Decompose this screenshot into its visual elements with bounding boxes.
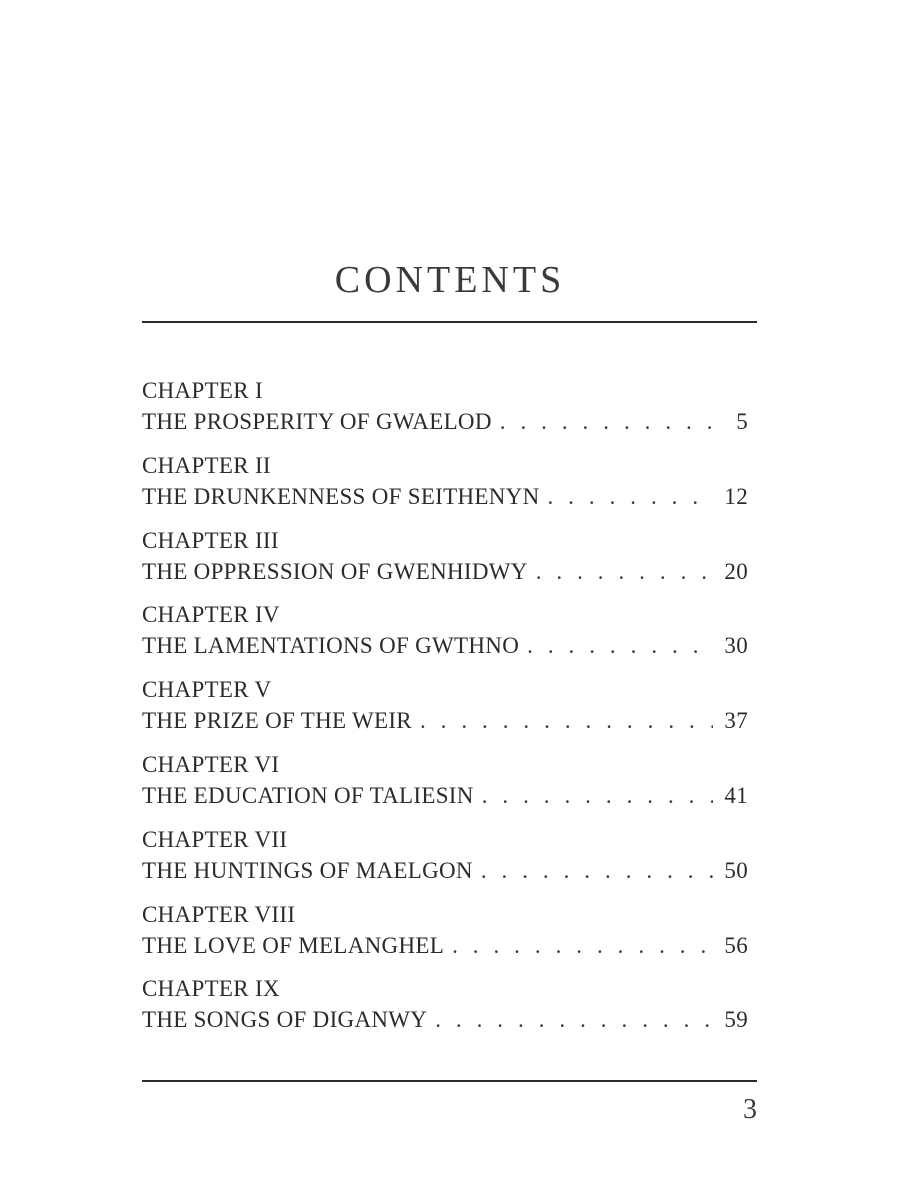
- chapter-label: CHAPTER IX: [142, 976, 280, 1002]
- toc-entry[interactable]: [142, 973, 748, 1048]
- chapter-label: CHAPTER VI: [142, 751, 280, 777]
- chapter-title: THE PRIZE OF THE WEIR: [142, 708, 412, 734]
- toc-title-line: [142, 705, 748, 736]
- table-of-contents: [142, 375, 748, 1048]
- dot-leader: [435, 1004, 713, 1035]
- top-divider: [142, 321, 757, 323]
- toc-title-line: [142, 556, 748, 587]
- chapter-page-number: 20: [724, 558, 748, 584]
- chapter-page-number: 30: [724, 633, 748, 659]
- chapter-title: THE DRUNKENNESS OF SEITHENYN: [142, 483, 540, 509]
- chapter-title: THE EDUCATION OF TALIESIN: [142, 782, 474, 808]
- chapter-label: CHAPTER III: [142, 527, 279, 553]
- chapter-label: CHAPTER VII: [142, 826, 288, 852]
- chapter-label: CHAPTER IV: [142, 602, 280, 628]
- chapter-title: THE LOVE OF MELANGHEL: [142, 932, 445, 958]
- chapter-title: THE OPPRESSION OF GWENHIDWY: [142, 558, 528, 584]
- dot-leader: [500, 406, 713, 437]
- chapter-page-number: 50: [724, 857, 748, 883]
- toc-title-line: [142, 855, 748, 886]
- chapter-page-number: 5: [736, 409, 748, 434]
- dot-leader: [527, 630, 713, 661]
- chapter-label: CHAPTER V: [142, 677, 272, 703]
- toc-title-line: [142, 630, 748, 661]
- chapter-title: THE LAMENTATIONS OF GWTHNO: [142, 633, 520, 659]
- dot-leader: [547, 481, 713, 512]
- page-title: CONTENTS: [334, 259, 566, 301]
- toc-title-line: [142, 1004, 748, 1035]
- dot-leader: [481, 855, 713, 886]
- toc-title-line: [142, 406, 748, 437]
- toc-entry[interactable]: [142, 899, 748, 974]
- dot-leader: [536, 556, 713, 587]
- chapter-title: THE HUNTINGS OF MAELGON: [142, 857, 473, 883]
- chapter-page-number: 41: [724, 782, 748, 808]
- toc-entry[interactable]: [142, 525, 748, 600]
- toc-title-line: [142, 780, 748, 811]
- chapter-page-number: 37: [724, 708, 748, 734]
- folio-page-number: 3: [743, 1094, 757, 1125]
- toc-title-line: [142, 930, 748, 961]
- chapter-page-number: 59: [724, 1007, 748, 1033]
- bottom-divider: [142, 1080, 757, 1082]
- chapter-page-number: 12: [724, 483, 748, 509]
- dot-leader: [452, 930, 713, 961]
- toc-entry[interactable]: [142, 375, 748, 450]
- chapter-label: CHAPTER VIII: [142, 901, 296, 927]
- toc-entry[interactable]: [142, 749, 748, 824]
- chapter-title: THE SONGS OF DIGANWY: [142, 1007, 428, 1033]
- toc-entry[interactable]: [142, 450, 748, 525]
- toc-entry[interactable]: [142, 599, 748, 674]
- chapter-label: CHAPTER I: [142, 378, 263, 403]
- toc-entry[interactable]: [142, 674, 748, 749]
- chapter-title: THE PROSPERITY OF GWAELOD: [142, 409, 492, 434]
- toc-title-line: [142, 481, 748, 512]
- chapter-page-number: 56: [724, 932, 748, 958]
- dot-leader: [482, 780, 713, 811]
- dot-leader: [420, 705, 713, 736]
- toc-entry[interactable]: [142, 824, 748, 899]
- chapter-label: CHAPTER II: [142, 452, 271, 478]
